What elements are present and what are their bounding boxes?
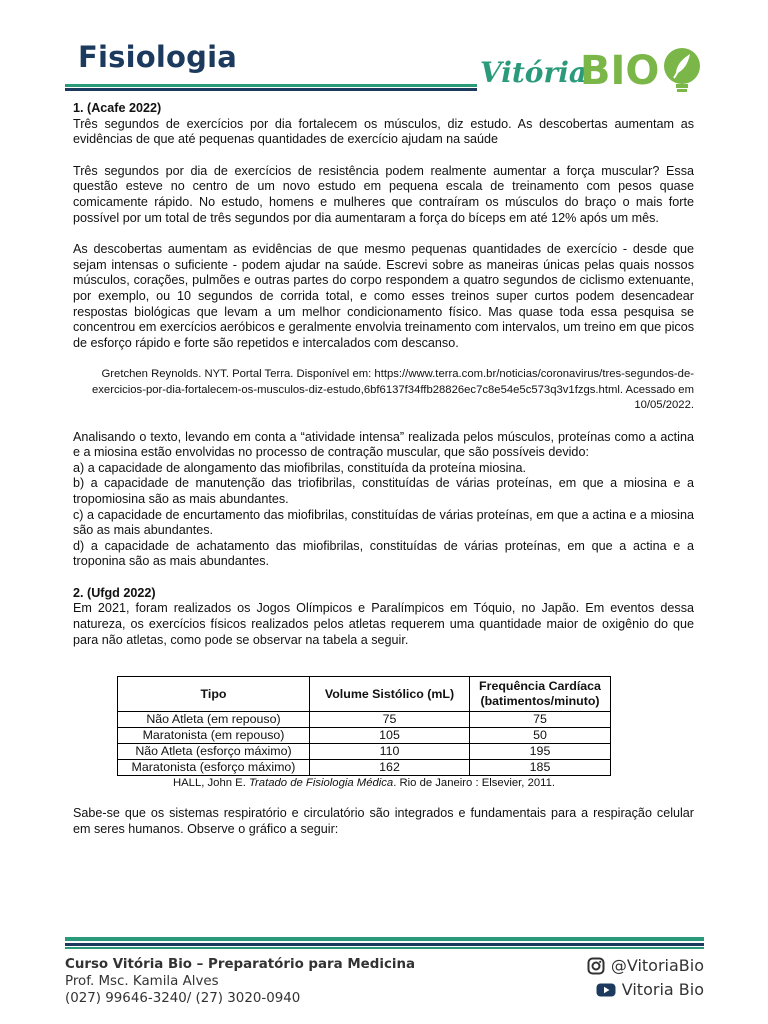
youtube-icon [596, 982, 616, 998]
q1-heading: 1. (Acafe 2022) [73, 101, 162, 115]
instagram-link[interactable] [587, 956, 704, 975]
q1-paragraph-2: Três segundos por dia de exercícios de resistência podem realmente aumentar a força muscular? Essa questão esteve no centro de um novo estudo em pequena escala de treinamento com pesos quase comicamente rápido. No estudo, homens e mulheres que contraíram os músculos do braço o mais forte possível por um total de três segundos por dia aumentaram a força do bíceps em até 12% após um mês. [73, 163, 694, 225]
q1-option-b: b) a capacidade de manutenção das triofibrilas, constituídas de várias proteínas, em que a miosina e a tropomiosina são as mais abundantes. [73, 476, 694, 506]
q1-stem: Analisando o texto, levando em conta a “atividade intensa” realizada pelos músculos, proteínas como a actina e a miosina estão envolvidas no processo de contração muscular, que são possíveis devido: [73, 429, 694, 460]
table-cell: 105 [310, 728, 470, 744]
logo-bold-text: BIO [580, 48, 660, 94]
vitoria-bio-logo [480, 40, 710, 100]
table-row [118, 712, 611, 728]
table-cell: 185 [470, 760, 611, 776]
table-cell: 195 [470, 744, 611, 760]
table-cell: 162 [310, 760, 470, 776]
question-content [73, 101, 694, 648]
footer-course: Curso Vitória Bio – Preparatório para Medicina [65, 957, 416, 972]
table-header-volume: Volume Sistólico (mL) [310, 677, 470, 712]
table-source [117, 777, 611, 789]
table-cell: Não Atleta (em repouso) [118, 712, 310, 728]
page-title: Fisiologia [78, 40, 238, 74]
table-source-author: HALL, John E. [172, 777, 246, 789]
youtube-channel: Vitoria Bio [621, 980, 704, 999]
logo-script-text: Vitória [480, 56, 588, 89]
youtube-link[interactable] [596, 980, 704, 999]
table-row [118, 744, 611, 760]
table-source-rest: . Rio de Janeiro : Elsevier, 2011. [393, 777, 556, 789]
table-cell: Maratonista (em repouso) [118, 728, 310, 744]
q1-option-c: c) a capacidade de encurtamento das miofibrilas, constituídas de várias proteínas, em que a actina e a miosina são as mais abundantes. [73, 507, 694, 538]
q2-paragraph-1: Em 2021, foram realizados os Jogos Olímpicos e Paralímpicos em Tóquio, no Japão. Em eventos dessa natureza, os exercícios físicos realizados pelos atletas requerem uma quantidade maior de oxigênio do que para não atletas, como pode se observar na tabela a seguir. [73, 601, 694, 647]
footer-rule [65, 937, 704, 949]
table-header-row [118, 677, 611, 712]
instagram-icon [587, 957, 605, 975]
cardiac-table [117, 676, 611, 776]
table-row [118, 760, 611, 776]
q1-option-d: d) a capacidade de achatamento das miofibrilas, constituídas de várias proteínas, em que a actina e a troponina são as mais abundantes. [73, 538, 694, 569]
table-cell: 75 [310, 712, 470, 728]
table-cell: 110 [310, 744, 470, 760]
q1-option-a: a) a capacidade de alongamento das miofibrilas, constituída da proteína miosina. [73, 460, 526, 475]
q1-paragraph-1: Três segundos de exercícios por dia fortalecem os músculos, diz estudo. As descobertas aumentam as evidências de que até pequenas quantidades de exercício ajudam na saúde [73, 116, 694, 147]
footer-professor: Prof. Msc. Kamila Alves [65, 974, 219, 989]
q2-paragraph-2: Sabe-se que os sistemas respiratório e circulatório são integrados e fundamentais para a respiração celular em seres humanos. Observe o gráfico a seguir: [73, 806, 694, 836]
q1-paragraph-3: As descobertas aumentam as evidências de que mesmo pequenas quantidades de exercício - desde que sejam intensas o suficiente - podem ajudar na saúde. Escrevi sobre as maneiras únicas pelas quais nossos músculos, corações, pulmões e outras partes do corpo respondem a quatro segundos de ciclismo extenuante, por exemplo, ou 10 segundos de corrida total, e como esses treinos super curtos podem desencadear respostas biológicas que levam a um melhor condicionamento físico. Mas quase toda essa pesquisa se concentrou em exercícios aeróbicos e geralmente envolvia treinamento com intervalos, um treino em que picos de esforço rápido e forte são repetidos e intercalados com descanso. [73, 242, 694, 350]
header-rule [65, 84, 477, 91]
table-source-title: Tratado de Fisiologia Médica [248, 777, 394, 789]
instagram-handle: @VitoriaBio [610, 956, 704, 975]
table-cell: 50 [470, 728, 611, 744]
footer-phones: (027) 99646-3240/ (27) 3020-0940 [65, 991, 301, 1006]
table-header-frequencia: Frequência Cardíaca (batimentos/minuto) [470, 677, 611, 712]
table-cell: Não Atleta (esforço máximo) [118, 744, 310, 760]
table-header-tipo: Tipo [118, 677, 310, 712]
table-row [118, 728, 611, 744]
q2-heading: 2. (Ufgd 2022) [73, 585, 156, 600]
table-cell: Maratonista (esforço máximo) [118, 760, 310, 776]
table-cell: 75 [470, 712, 611, 728]
q1-citation: Gretchen Reynolds. NYT. Portal Terra. Disponível em: https://www.terra.com.br/noticias/coronavirus/tres-segundos-de-exercicios-por-dia-fortalecem-os-musculos-diz-estudo,6bf6137f34ffb28826ec7c8e54e5c573q3v1fzgs.html. Acessado em 10/05/2022. [91, 368, 694, 412]
